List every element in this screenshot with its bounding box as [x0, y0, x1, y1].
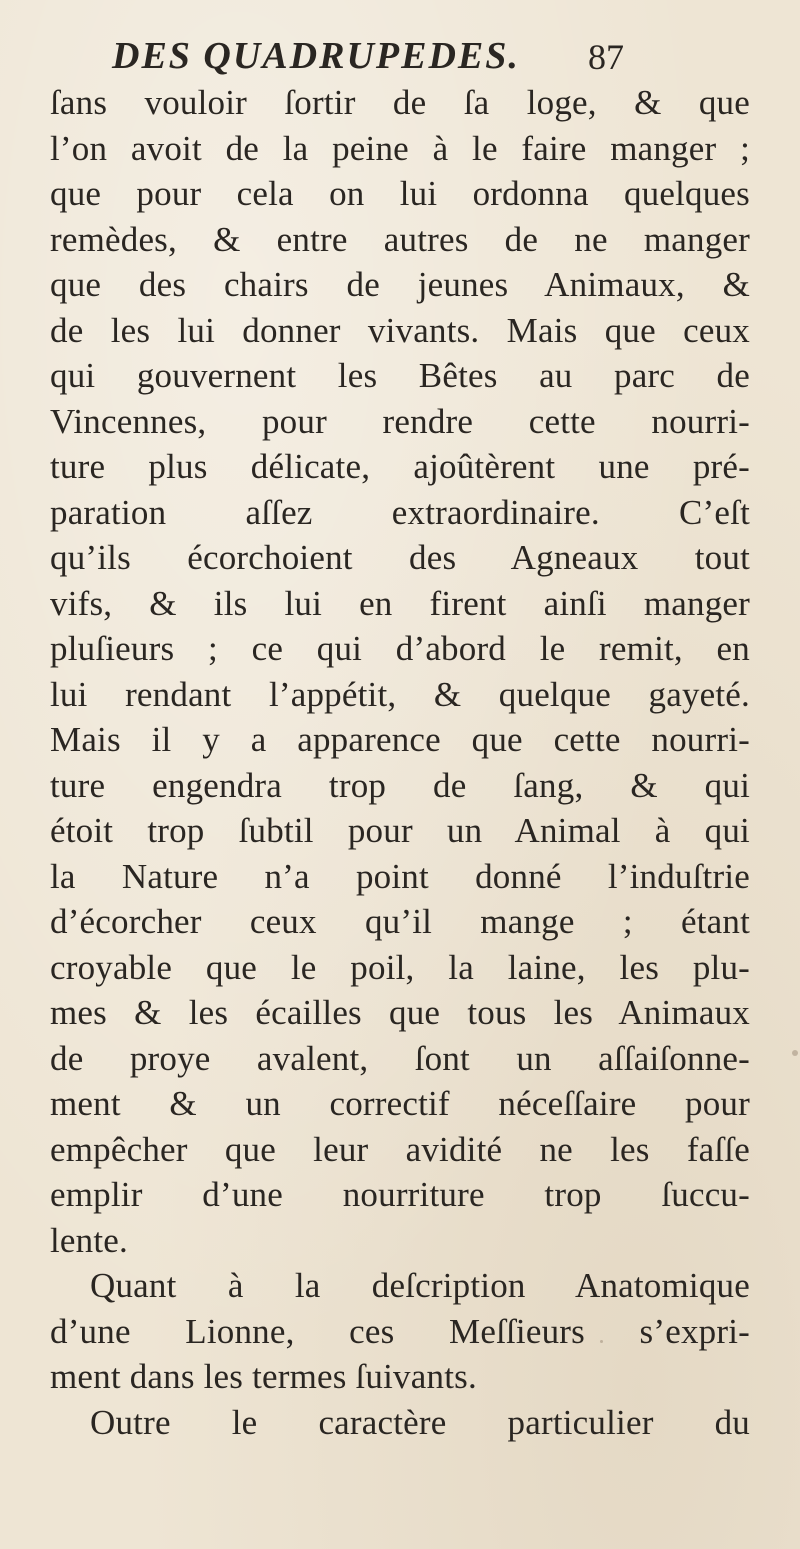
- text-line: empêcher que leur avidité ne les faſſe: [50, 1129, 750, 1169]
- text-line: lui rendant l’appétit, & quelque gayeté.: [50, 674, 750, 714]
- text-line: vifs, & ils lui en firent ainſi manger: [50, 583, 750, 623]
- text-line: de proye avalent, ſont un aſſaiſonne-: [50, 1038, 750, 1078]
- text-line: qui gouvernent les Bêtes au parc de: [50, 356, 750, 395]
- running-head: DES QUADRUPEDES.: [112, 35, 520, 77]
- text-line: ture plus délicate, ajoûtèrent une pré-: [50, 447, 750, 486]
- text-line: qu’ils écorchoient des Agneaux tout: [50, 538, 750, 577]
- paper-speck: [600, 1340, 603, 1343]
- text-line: lente.: [50, 1220, 128, 1260]
- paragraph: [50, 1400, 750, 1446]
- page-number: 87: [588, 37, 624, 77]
- text-line: mes & les écailles que tous les Animaux: [50, 993, 750, 1032]
- text-line: que pour cela on lui ordonna quelques: [50, 174, 750, 213]
- body-text: [50, 80, 750, 1445]
- text-line: de les lui donner vivants. Mais que ceux: [50, 310, 750, 350]
- text-line: croyable que le poil, la laine, les plu-: [50, 947, 750, 987]
- text-line: ſans vouloir ſortir de ſa loge, & que: [50, 83, 750, 122]
- text-line: d’une Lionne, ces Meſſieurs s’expri-: [50, 1311, 750, 1351]
- text-line: pluſieurs ; ce qui d’abord le remit, en: [50, 629, 750, 668]
- text-line: l’on avoit de la peine à le faire manger ;: [50, 128, 750, 168]
- text-line: emplir d’une nourriture trop ſuccu-: [50, 1175, 750, 1214]
- text-line: Mais il y a apparence que cette nourri-: [50, 720, 750, 759]
- text-line: ment & un correctif néceſſaire pour: [50, 1084, 750, 1123]
- text-line: ment dans les termes ſuivants.: [50, 1357, 477, 1396]
- text-line: que des chairs de jeunes Animaux, &: [50, 265, 750, 304]
- paragraph: [50, 80, 750, 1263]
- page-header: [0, 28, 800, 78]
- text-line: remèdes, & entre autres de ne manger: [50, 219, 750, 259]
- text-line: d’écorcher ceux qu’il mange ; étant: [50, 902, 750, 941]
- paragraph: [50, 1263, 750, 1400]
- text-line: ture engendra trop de ſang, & qui: [50, 765, 750, 805]
- text-line: Quant à la deſcription Anatomique: [90, 1266, 750, 1305]
- text-line: la Nature n’a point donné l’induſtrie: [50, 856, 750, 896]
- text-line: Outre le caractère particulier du: [90, 1402, 750, 1442]
- text-line: étoit trop ſubtil pour un Animal à qui: [50, 811, 750, 850]
- text-line: paration aſſez extraordinaire. C’eſt: [50, 492, 750, 532]
- paper-speck: [792, 1050, 798, 1056]
- text-line: Vincennes, pour rendre cette nourri-: [50, 401, 750, 441]
